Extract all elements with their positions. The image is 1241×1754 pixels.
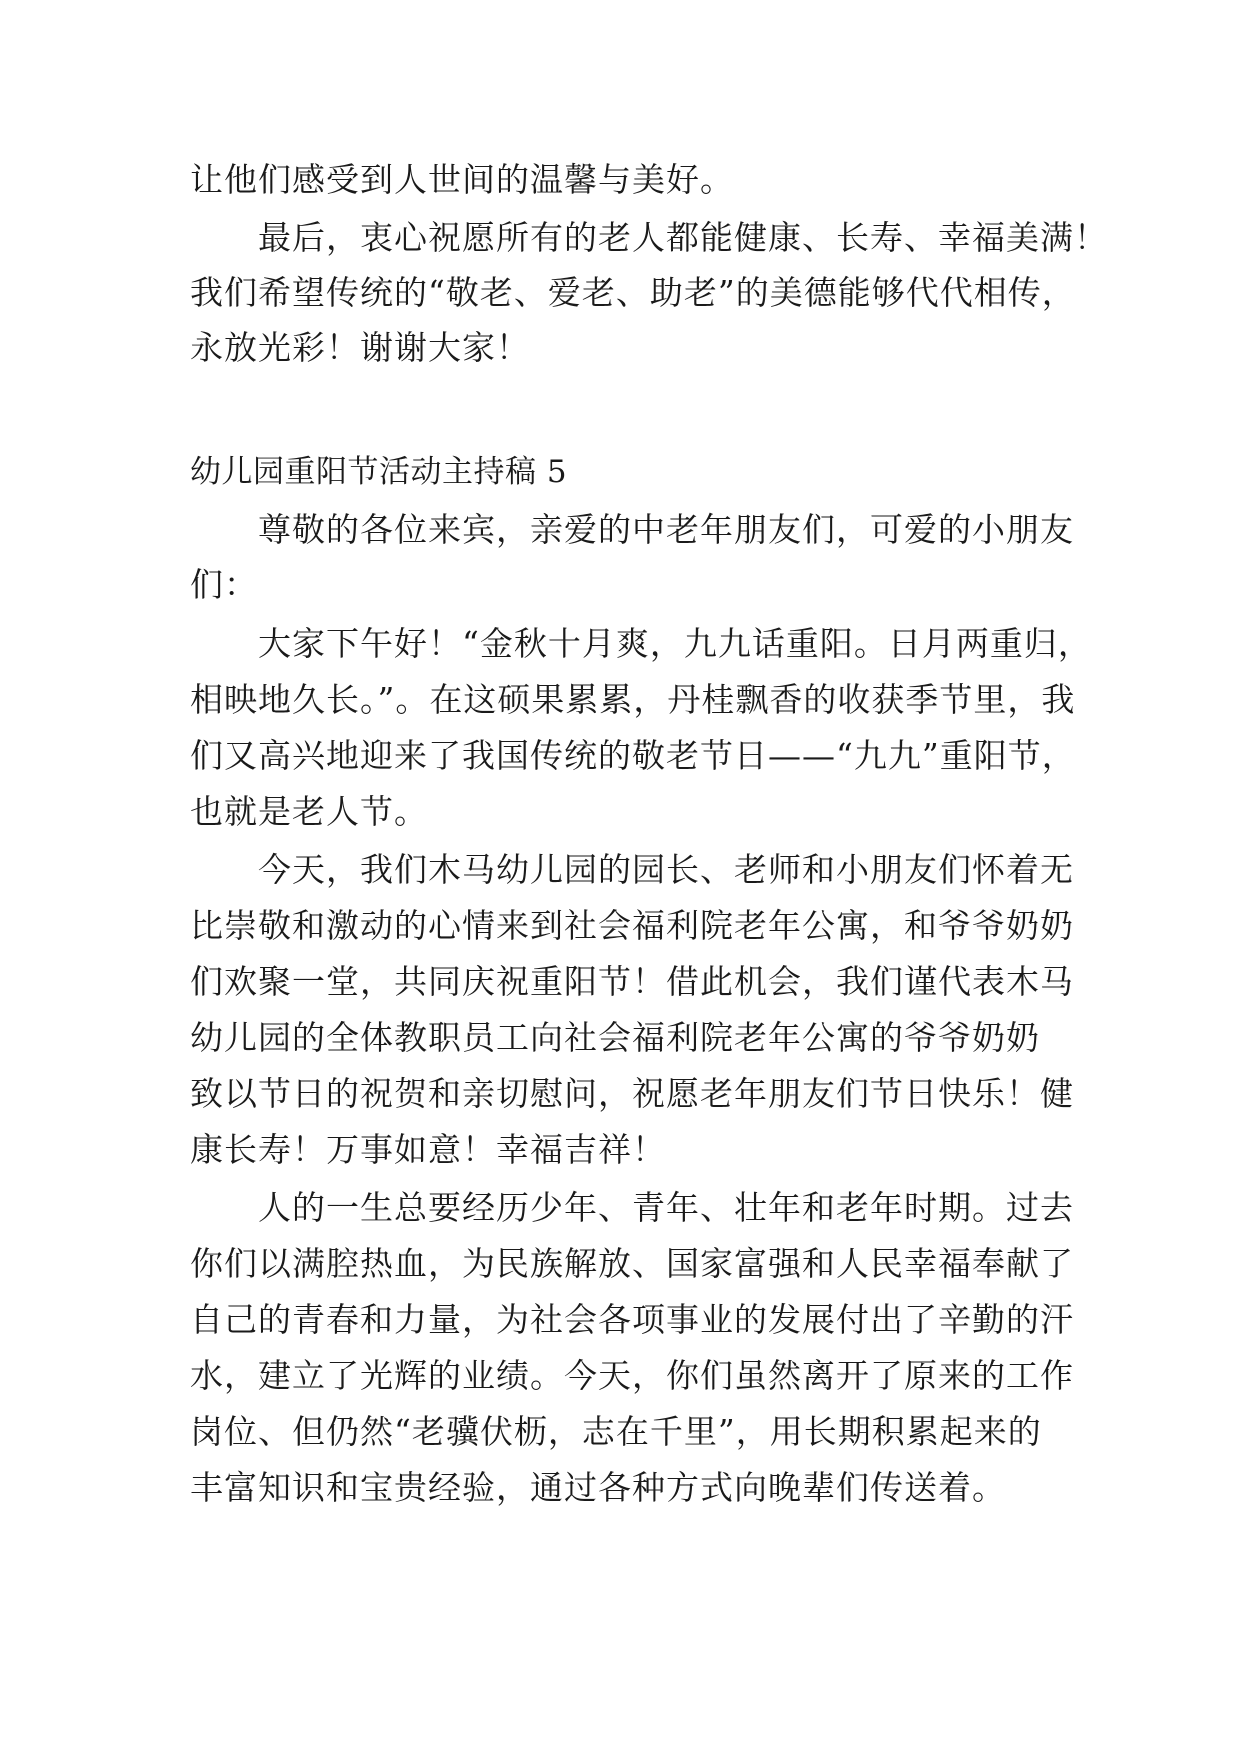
paragraph-line: 康长寿！万事如意！幸福吉祥！ (190, 1130, 666, 1169)
paragraph-line: 比崇敬和激动的心情来到社会福利院老年公寓，和爷爷奶奶 (190, 906, 1074, 945)
paragraph-line: 致以节日的祝贺和亲切慰问，祝愿老年朋友们节日快乐！健 (190, 1074, 1074, 1113)
closing-paragraph-line: 永放光彩！谢谢大家！ (190, 328, 530, 367)
paragraph-line: 水，建立了光辉的业绩。今天，你们虽然离开了原来的工作 (190, 1356, 1074, 1395)
paragraph-line: 们： (190, 565, 258, 604)
paragraph-line: 自己的青春和力量，为社会各项事业的发展付出了辛勤的汗 (190, 1300, 1074, 1339)
continuation-line: 让他们感受到人世间的温馨与美好。 (190, 160, 734, 199)
paragraph-line: 尊敬的各位来宾，亲爱的中老年朋友们，可爱的小朋友 (258, 510, 1074, 549)
paragraph-line: 人的一生总要经历少年、青年、壮年和老年时期。过去 (258, 1188, 1074, 1227)
closing-paragraph-line: 最后，衷心祝愿所有的老人都能健康、长寿、幸福美满！ (258, 218, 1108, 257)
paragraph-line: 岗位、但仍然“老骥伏枥，志在千里”，用长期积累起来的 (190, 1412, 1042, 1451)
section-title: 幼儿园重阳节活动主持稿 5 (190, 454, 568, 490)
paragraph-line: 相映地久长。”。在这硕果累累，丹桂飘香的收获季节里，我 (190, 680, 1076, 719)
paragraph-line: 也就是老人节。 (190, 792, 428, 831)
paragraph-line: 今天，我们木马幼儿园的园长、老师和小朋友们怀着无 (258, 850, 1074, 889)
paragraph-line: 们欢聚一堂，共同庆祝重阳节！借此机会，我们谨代表木马 (190, 962, 1074, 1001)
paragraph-line: 大家下午好！“金秋十月爽，九九话重阳。日月两重归， (258, 624, 1092, 663)
paragraph-line: 幼儿园的全体教职员工向社会福利院老年公寓的爷爷奶奶 (190, 1018, 1040, 1057)
closing-paragraph-line: 我们希望传统的“敬老、爱老、助老”的美德能够代代相传， (190, 273, 1076, 312)
paragraph-line: 们又高兴地迎来了我国传统的敬老节日——“九九”重阳节， (190, 736, 1076, 775)
paragraph-line: 丰富知识和宝贵经验，通过各种方式向晚辈们传送着。 (190, 1468, 1006, 1507)
paragraph-line: 你们以满腔热血，为民族解放、国家富强和人民幸福奉献了 (190, 1244, 1074, 1283)
